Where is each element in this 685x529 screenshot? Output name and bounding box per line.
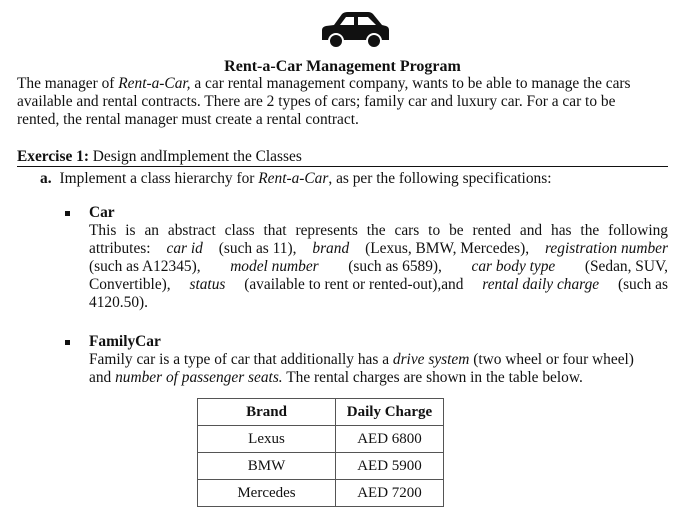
daily-charge-header: Daily Charge xyxy=(336,399,444,426)
intro-line-1 xyxy=(17,75,668,94)
charge-cell: AED 5900 xyxy=(336,453,444,480)
brand-header: Brand xyxy=(198,399,336,426)
car-line-4 xyxy=(89,276,668,295)
exercise-text: Design andImplement the Classes xyxy=(88,148,302,165)
exercise-heading xyxy=(17,148,668,167)
car-icon xyxy=(318,10,392,50)
car-l4-t2: (available to rent or rented-out),and xyxy=(244,276,464,293)
car-l2-t1: attributes: xyxy=(89,240,151,257)
car-line-3 xyxy=(89,258,668,277)
familycar-line-1 xyxy=(89,351,668,370)
item-a xyxy=(40,170,551,188)
car-l4-t3: (such as xyxy=(617,276,668,293)
item-a-italic: Rent-a-Car xyxy=(258,170,329,187)
page-title: Rent-a-Car Management Program xyxy=(224,58,461,75)
car-l3-t2: (such as 6589), xyxy=(348,258,442,275)
car-bullet xyxy=(65,211,70,216)
brand-cell: Lexus xyxy=(198,426,336,453)
intro-line-2-text: available and rental contracts. There are 2 types of cars; family car and luxury car. For a car to be xyxy=(17,93,616,110)
table-row xyxy=(198,480,444,507)
car-l3-i1: model number xyxy=(230,258,319,275)
item-a-text: Implement a class hierarchy for xyxy=(59,170,259,187)
car-heading: Car xyxy=(89,204,115,221)
table-row xyxy=(198,426,444,453)
familycar-bullet xyxy=(65,340,70,345)
brand-cell: Mercedes xyxy=(198,480,336,507)
intro-line-1-text: The manager of Rent-a-Car, a car rental management company, wants to be able to manage the cars xyxy=(17,75,631,92)
charge-cell: AED 7200 xyxy=(336,480,444,507)
familycar-l2-i1: number of passenger seats. xyxy=(115,369,283,386)
car-l2-t3: (Lexus, BMW, Mercedes), xyxy=(365,240,530,257)
intro-line-2 xyxy=(17,93,668,112)
familycar-line-2 xyxy=(89,369,583,388)
car-l2-i1: car id xyxy=(166,240,203,257)
car-line-1: This is an abstract class that represents the cars to be rented and has the following xyxy=(89,222,668,239)
familycar-l2-t2: The rental charges are shown in the table below. xyxy=(282,369,583,386)
brand-cell: BMW xyxy=(198,453,336,480)
table-header-row xyxy=(198,399,444,426)
familycar-l2-t1: and xyxy=(89,369,116,386)
car-l4-t1: Convertible), xyxy=(89,276,171,293)
car-l2-i3: registration number xyxy=(545,240,668,257)
intro-line-3-text: rented, the rental manager must create a rental contract. xyxy=(17,111,359,128)
car-l4-i2: rental daily charge xyxy=(482,276,600,293)
car-l3-i2: car body type xyxy=(471,258,556,275)
car-line-5: 4120.50). xyxy=(89,294,148,311)
item-a-text-after: , as per the following specifications: xyxy=(328,170,552,187)
car-l2-t2: (such as 11), xyxy=(218,240,297,257)
car-l2-i2: brand xyxy=(312,240,350,257)
rental-charges-table xyxy=(197,398,444,507)
exercise-label: Exercise 1: xyxy=(17,148,89,165)
car-l4-i1: status xyxy=(189,276,226,293)
car-l3-t3: (Sedan, SUV, xyxy=(584,258,668,275)
charge-cell: AED 6800 xyxy=(336,426,444,453)
familycar-heading: FamilyCar xyxy=(89,333,161,350)
car-l3-t1: (such as A12345), xyxy=(89,258,201,275)
intro-line-3 xyxy=(17,111,359,130)
item-a-label: a. xyxy=(40,170,52,187)
car-line-2 xyxy=(89,240,668,259)
table-row xyxy=(198,453,444,480)
familycar-l1-text: Family car is a type of car that additionally has a drive system (two wheel or four wheel) xyxy=(89,351,634,368)
